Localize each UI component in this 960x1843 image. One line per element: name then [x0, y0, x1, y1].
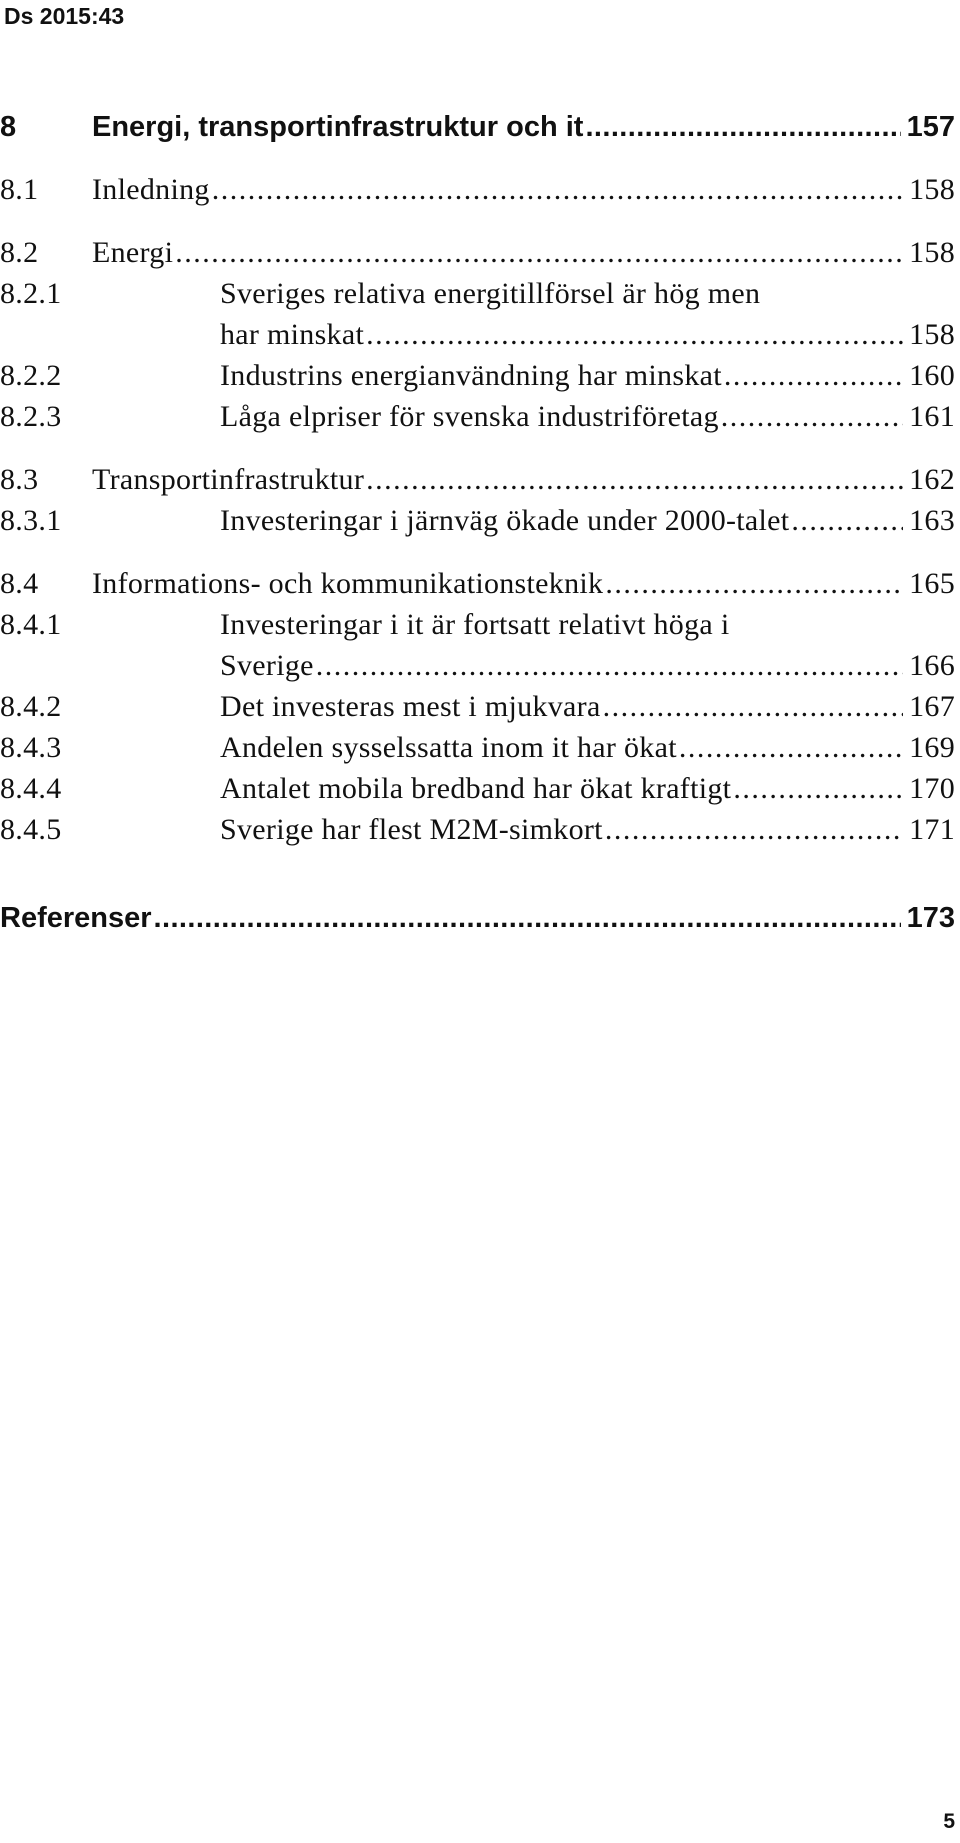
- toc-entry-8-4-2[interactable]: [0, 687, 955, 727]
- toc-entry-8-2-2[interactable]: [0, 356, 955, 396]
- toc-page: 169: [909, 731, 955, 764]
- toc-page: 171: [909, 813, 955, 846]
- dot-leader: [175, 233, 903, 273]
- toc-number: 8.4.2: [0, 690, 62, 723]
- toc-page: 158: [909, 318, 955, 351]
- toc-title: Det investeras mest i mjukvara: [220, 690, 601, 723]
- toc-entry-references[interactable]: [0, 898, 955, 938]
- toc-number: 8.3.1: [0, 504, 62, 537]
- toc-page: 167: [909, 690, 955, 723]
- toc-entry-8-4-3[interactable]: [0, 728, 955, 768]
- toc-title: Sverige: [220, 649, 314, 682]
- toc-entry-chapter-8[interactable]: [0, 107, 955, 147]
- toc-entry-8-4-1-continued[interactable]: [0, 646, 955, 686]
- toc-page: 170: [909, 772, 955, 805]
- toc-title: Industrins energianvändning har minskat: [220, 359, 722, 392]
- toc-title: Sverige har flest M2M-simkort: [220, 813, 603, 846]
- toc-page: 158: [909, 236, 955, 269]
- toc-page: 161: [909, 400, 955, 433]
- toc-page: 165: [909, 567, 955, 600]
- document-code: Ds 2015:43: [4, 3, 125, 29]
- toc-entry-8-4[interactable]: [0, 564, 955, 604]
- toc-page: 162: [909, 463, 955, 496]
- toc-title: Andelen sysselssatta inom it har ökat: [220, 731, 677, 764]
- toc-entry-8-4-5[interactable]: [0, 810, 955, 850]
- toc-entry-8-4-1[interactable]: [0, 605, 955, 645]
- toc-title: Investeringar i järnväg ökade under 2000-talet: [220, 504, 790, 537]
- toc-page: 160: [909, 359, 955, 392]
- toc-number: 8.2.1: [0, 277, 62, 310]
- dot-leader: [154, 898, 901, 938]
- toc-number: 8.1: [0, 173, 39, 206]
- dot-leader: [679, 728, 903, 768]
- toc-page: 173: [906, 902, 955, 934]
- toc-title: Energi, transportinfrastruktur och it: [92, 111, 584, 143]
- toc-number: 8.4: [0, 567, 39, 600]
- toc-title: har minskat: [220, 318, 365, 351]
- toc-title: Transportinfrastruktur: [92, 463, 365, 496]
- toc-title: Energi: [92, 236, 174, 269]
- toc-entry-8-1[interactable]: [0, 170, 955, 210]
- toc-entry-8-3-1[interactable]: [0, 501, 955, 541]
- toc-entry-8-4-4[interactable]: [0, 769, 955, 809]
- toc-title: Informations- och kommunikationsteknik: [92, 567, 604, 600]
- toc-page: 157: [906, 111, 955, 143]
- dot-leader: [603, 687, 904, 727]
- toc-page: 163: [909, 504, 955, 537]
- dot-leader: [316, 646, 903, 686]
- toc-number: 8.4.1: [0, 608, 62, 641]
- dot-leader: [366, 315, 903, 355]
- toc-entry-8-2[interactable]: [0, 233, 955, 273]
- dot-leader: [721, 397, 903, 437]
- toc-title: Referenser: [0, 902, 152, 934]
- toc-title: Investeringar i it är fortsatt relativt höga i: [220, 608, 730, 641]
- toc-entry-8-2-3[interactable]: [0, 397, 955, 437]
- toc-number: 8: [0, 111, 17, 143]
- dot-leader: [585, 107, 900, 147]
- toc-number: 8.4.5: [0, 813, 62, 846]
- toc-title: Låga elpriser för svenska industriföretag: [220, 400, 719, 433]
- dot-leader: [791, 501, 903, 541]
- dot-leader: [605, 810, 903, 850]
- dot-leader: [366, 460, 903, 500]
- toc-entry-8-2-1[interactable]: [0, 274, 955, 314]
- toc-number: 8.2.3: [0, 400, 62, 433]
- toc-number: 8.3: [0, 463, 39, 496]
- dot-leader: [605, 564, 903, 604]
- toc-title: Sveriges relativa energitillförsel är hög men: [220, 277, 761, 310]
- page-number: 5: [943, 1810, 955, 1833]
- toc-title: Antalet mobila bredband har ökat kraftigt: [220, 772, 732, 805]
- toc-number: 8.4.4: [0, 772, 62, 805]
- toc-page: 158: [909, 173, 955, 206]
- toc-number: 8.4.3: [0, 731, 62, 764]
- dot-leader: [212, 170, 903, 210]
- toc-number: 8.2: [0, 236, 39, 269]
- toc-number: 8.2.2: [0, 359, 62, 392]
- dot-leader: [724, 356, 903, 396]
- toc-entry-8-3[interactable]: [0, 460, 955, 500]
- toc-entry-8-2-1-continued[interactable]: [0, 315, 955, 355]
- toc-title: Inledning: [92, 173, 210, 206]
- toc-page: 166: [909, 649, 955, 682]
- dot-leader: [733, 769, 903, 809]
